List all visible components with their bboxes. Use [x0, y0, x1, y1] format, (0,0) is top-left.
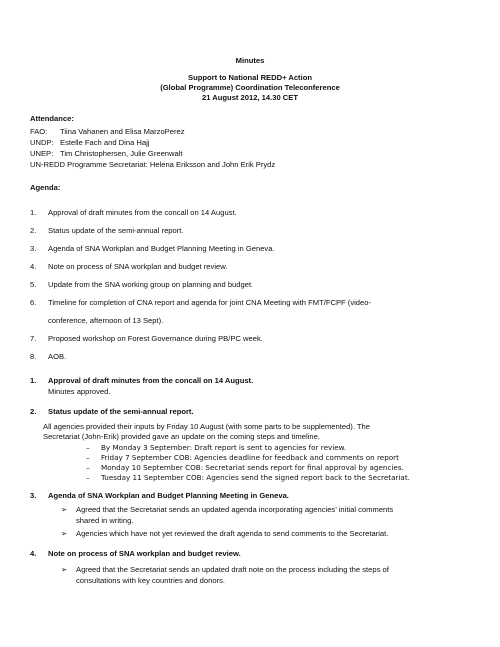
section-number: 3.	[30, 491, 37, 500]
arrow-bullet-icon: ➢	[61, 505, 68, 514]
agenda-item-number: 7.	[30, 334, 37, 343]
agenda-item-text: conference, afternoon of 13 Sept).	[48, 316, 164, 325]
agenda-item-number: 6.	[30, 298, 37, 307]
section-body: Minutes approved.	[48, 387, 111, 396]
agenda-item-number: 2.	[30, 226, 37, 235]
dash-bullet-icon: –	[86, 463, 90, 472]
attendance-org: UNDP:	[30, 138, 54, 147]
dash-bullet-icon: –	[86, 453, 90, 462]
list-item: By Monday 3 September: Draft report is sent to agencies for review.	[101, 443, 347, 452]
list-item: Agreed that the Secretariat sends an updated agenda incorporating agencies’ initial comments	[76, 505, 394, 514]
list-item: Monday 10 September COB: Secretariat sends report for final approval by agencies.	[101, 463, 404, 472]
attendance-names: Estelle Fach and Dina Hajj	[60, 138, 150, 147]
attendance-names: UN-REDD Programme Secretariat: Helena Eriksson and John Erik Prydz	[30, 160, 276, 169]
section-title: Status update of the semi-annual report.	[48, 407, 194, 416]
agenda-item-number: 5.	[30, 280, 37, 289]
dash-bullet-icon: –	[86, 473, 90, 482]
section-title: Approval of draft minutes from the concall on 14 August.	[48, 376, 254, 385]
section-paragraph: All agencies provided their inputs by Friday 10 August (with some parts to be supplemented). The	[43, 422, 370, 431]
agenda-item-text: Note on process of SNA workplan and budget review.	[48, 262, 228, 271]
section-paragraph: Secretariat (John-Erik) provided gave an update on the coming steps and timeline.	[43, 432, 320, 441]
arrow-bullet-icon: ➢	[61, 529, 68, 538]
agenda-item-text: Approval of draft minutes from the concall on 14 August.	[48, 208, 237, 217]
agenda-item-number: 4.	[30, 262, 37, 271]
attendance-names: Tim Christophersen, Julie Greenwalt	[60, 149, 183, 158]
agenda-item-number: 3.	[30, 244, 37, 253]
agenda-item-text: Proposed workshop on Forest Governance during PB/PC week.	[48, 334, 263, 343]
section-title: Agenda of SNA Workplan and Budget Planning Meeting in Geneva.	[48, 491, 289, 500]
list-item: Friday 7 September COB: Agencies deadline for feedback and comments on report	[101, 453, 399, 462]
agenda-item-text: Update from the SNA working group on planning and budget.	[48, 280, 254, 289]
list-item: Tuesday 11 September COB: Agencies send the signed report back to the Secretariat.	[101, 473, 410, 482]
attendance-heading: Attendance:	[30, 114, 74, 123]
section-title: Note on process of SNA workplan and budget review.	[48, 549, 241, 558]
document-subtitle-1: Support to National REDD+ Action	[188, 73, 312, 82]
attendance-org: UNEP:	[30, 149, 54, 158]
agenda-item-number: 8.	[30, 352, 37, 361]
list-item: shared in writing.	[76, 516, 134, 525]
agenda-item-text: Agenda of SNA Workplan and Budget Planning Meeting in Geneva.	[48, 244, 275, 253]
agenda-item-text: AOB.	[48, 352, 67, 361]
document-subtitle-2: (Global Programme) Coordination Teleconference	[160, 83, 340, 92]
list-item: Agreed that the Secretariat sends an updated draft note on the process including the steps of	[76, 565, 389, 574]
document-subtitle-3: 21 August 2012, 14.30 CET	[202, 93, 298, 102]
list-item: consultations with key countries and donors.	[76, 576, 226, 585]
section-number: 2.	[30, 407, 37, 416]
dash-bullet-icon: –	[86, 443, 90, 452]
agenda-item-text: Timeline for completion of CNA report and agenda for joint CNA Meeting with FMT/FCPF (video-	[48, 298, 372, 307]
agenda-item-number: 1.	[30, 208, 37, 217]
arrow-bullet-icon: ➢	[61, 565, 68, 574]
attendance-org: FAO:	[30, 127, 48, 136]
attendance-names: Tiina Vahanen and Elisa MarzoPerez	[60, 127, 185, 136]
section-number: 1.	[30, 376, 37, 385]
section-number: 4.	[30, 549, 37, 558]
agenda-item-text: Status update of the semi-annual report.	[48, 226, 184, 235]
agenda-heading: Agenda:	[30, 183, 61, 192]
document-title: Minutes	[235, 56, 265, 65]
list-item: Agencies which have not yet reviewed the draft agenda to send comments to the Secretariat.	[76, 529, 389, 538]
